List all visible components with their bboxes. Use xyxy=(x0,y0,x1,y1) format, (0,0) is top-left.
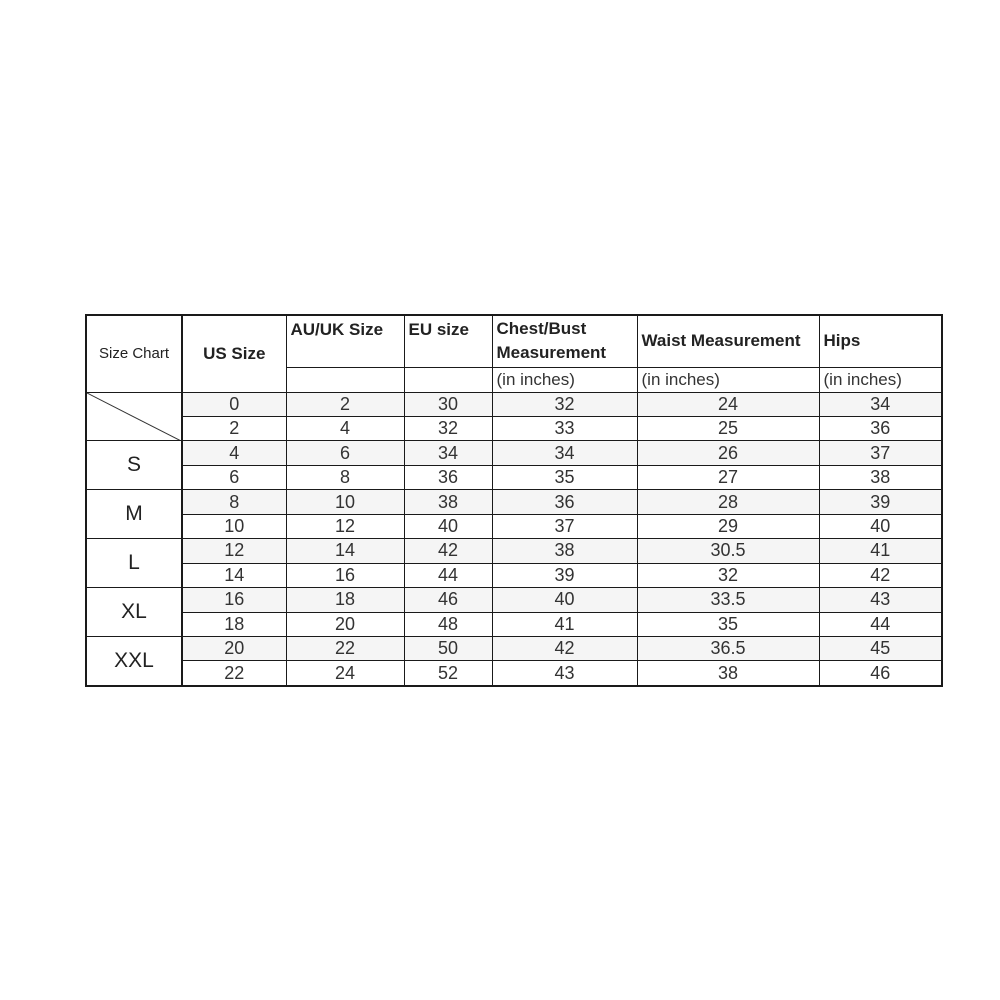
table-cell: 8 xyxy=(286,465,404,489)
table-cell: 12 xyxy=(286,514,404,538)
table-cell: 48 xyxy=(404,612,492,636)
table-cell: 34 xyxy=(404,441,492,465)
table-cell: 32 xyxy=(492,392,637,416)
table-row xyxy=(86,539,942,563)
table-row xyxy=(86,490,942,514)
table-cell: 24 xyxy=(286,661,404,686)
table-cell: 30.5 xyxy=(637,539,819,563)
table-cell: 42 xyxy=(404,539,492,563)
table-cell: 43 xyxy=(492,661,637,686)
table-cell: 46 xyxy=(819,661,942,686)
table-cell: 46 xyxy=(404,588,492,612)
table-cell: 42 xyxy=(492,637,637,661)
header-us-size: US Size xyxy=(182,315,286,392)
table-cell: 35 xyxy=(637,612,819,636)
header-chest-bust: Chest/Bust Measurement xyxy=(492,315,637,367)
table-cell: 22 xyxy=(286,637,404,661)
table-cell: 32 xyxy=(637,563,819,587)
header-waist-unit: (in inches) xyxy=(637,367,819,392)
table-row xyxy=(86,441,942,465)
table-row xyxy=(86,392,942,416)
table-row xyxy=(86,637,942,661)
table-cell: 12 xyxy=(182,539,286,563)
table-cell: 37 xyxy=(819,441,942,465)
table-cell: 33.5 xyxy=(637,588,819,612)
table-cell: 36 xyxy=(492,490,637,514)
table-cell: 38 xyxy=(637,661,819,686)
header-hips-unit: (in inches) xyxy=(819,367,942,392)
table-cell: 50 xyxy=(404,637,492,661)
table-cell: 8 xyxy=(182,490,286,514)
table-cell: 39 xyxy=(492,563,637,587)
table-cell: 4 xyxy=(286,416,404,440)
table-cell: 22 xyxy=(182,661,286,686)
size-chart-table xyxy=(85,314,943,687)
table-cell: 14 xyxy=(182,563,286,587)
table-cell: 38 xyxy=(819,465,942,489)
table-cell: 41 xyxy=(492,612,637,636)
table-cell: 42 xyxy=(819,563,942,587)
size-group-label: M xyxy=(86,490,182,539)
table-cell: 18 xyxy=(182,612,286,636)
header-eu-unit xyxy=(404,367,492,392)
table-cell: 36 xyxy=(404,465,492,489)
table-cell: 45 xyxy=(819,637,942,661)
table-cell: 41 xyxy=(819,539,942,563)
table-cell: 32 xyxy=(404,416,492,440)
table-cell: 6 xyxy=(182,465,286,489)
diagonal-line xyxy=(87,393,181,441)
table-cell: 14 xyxy=(286,539,404,563)
size-chart-body xyxy=(86,392,942,686)
header-chest-unit: (in inches) xyxy=(492,367,637,392)
table-cell: 34 xyxy=(819,392,942,416)
table-cell: 0 xyxy=(182,392,286,416)
table-row xyxy=(86,416,942,440)
header-eu-size: EU size xyxy=(404,315,492,367)
header-au-uk-size: AU/UK Size xyxy=(286,315,404,367)
table-cell: 36.5 xyxy=(637,637,819,661)
table-cell: 20 xyxy=(286,612,404,636)
table-cell: 34 xyxy=(492,441,637,465)
table-cell: 4 xyxy=(182,441,286,465)
table-cell: 44 xyxy=(404,563,492,587)
table-cell: 10 xyxy=(286,490,404,514)
table-cell: 25 xyxy=(637,416,819,440)
table-cell: 10 xyxy=(182,514,286,538)
table-row xyxy=(86,612,942,636)
table-row xyxy=(86,465,942,489)
table-row xyxy=(86,514,942,538)
table-cell: 44 xyxy=(819,612,942,636)
table-cell: 35 xyxy=(492,465,637,489)
table-cell: 29 xyxy=(637,514,819,538)
header-hips: Hips xyxy=(819,315,942,367)
table-row xyxy=(86,588,942,612)
size-group-label: XXL xyxy=(86,637,182,686)
table-cell: 36 xyxy=(819,416,942,440)
table-cell: 16 xyxy=(182,588,286,612)
table-cell: 40 xyxy=(819,514,942,538)
table-cell: 33 xyxy=(492,416,637,440)
table-row xyxy=(86,661,942,686)
size-group-label: S xyxy=(86,441,182,490)
table-cell: 2 xyxy=(286,392,404,416)
table-cell: 52 xyxy=(404,661,492,686)
table-cell: 24 xyxy=(637,392,819,416)
header-au-uk-unit xyxy=(286,367,404,392)
table-cell: 38 xyxy=(492,539,637,563)
table-cell: 37 xyxy=(492,514,637,538)
table-cell: 40 xyxy=(404,514,492,538)
table-cell: 18 xyxy=(286,588,404,612)
header-waist: Waist Measurement xyxy=(637,315,819,367)
table-cell: 39 xyxy=(819,490,942,514)
table-cell: 38 xyxy=(404,490,492,514)
size-chart-corner-label: Size Chart xyxy=(86,315,182,392)
table-cell: 6 xyxy=(286,441,404,465)
table-cell: 40 xyxy=(492,588,637,612)
table-cell: 20 xyxy=(182,637,286,661)
table-cell: 28 xyxy=(637,490,819,514)
table-row xyxy=(86,563,942,587)
table-cell: 2 xyxy=(182,416,286,440)
diagonal-corner-cell xyxy=(86,392,182,441)
table-cell: 16 xyxy=(286,563,404,587)
size-group-label: XL xyxy=(86,588,182,637)
table-cell: 30 xyxy=(404,392,492,416)
table-cell: 43 xyxy=(819,588,942,612)
table-cell: 27 xyxy=(637,465,819,489)
table-cell: 26 xyxy=(637,441,819,465)
size-group-label: L xyxy=(86,539,182,588)
